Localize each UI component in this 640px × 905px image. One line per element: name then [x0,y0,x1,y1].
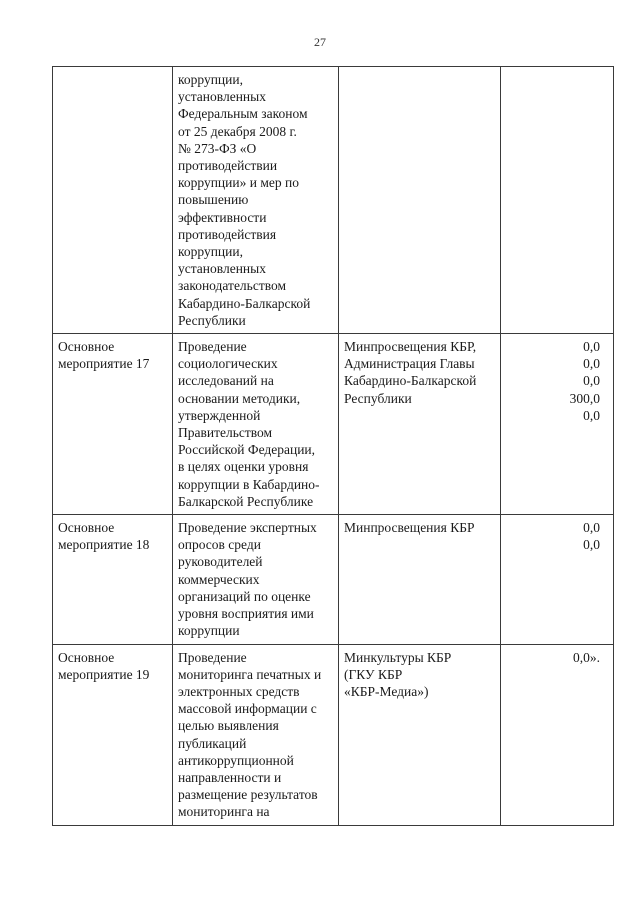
description-line: целью выявления [178,718,279,734]
description-line: Российской Федерации, [178,442,316,458]
amount-value: 300,0 [569,390,600,406]
description-line: установленных [178,89,266,105]
amounts-cell [501,515,614,644]
activity-cell [53,644,173,825]
description-line: направленности и [178,769,282,785]
description-line: в целях оценки уровня [178,459,309,475]
executor-line: Республики [344,390,412,406]
description-cell [173,515,339,644]
executor-line: Администрация Главы [344,356,475,372]
description-line: коммерческих [178,571,260,587]
amounts-cell [501,67,614,334]
amount-value: 0,0 [583,339,600,355]
description-line: № 273-ФЗ «О [178,140,257,156]
description-line: законодательством [178,278,287,294]
description-line: Проведение [178,339,247,355]
description-line: Федеральным законом [178,106,308,122]
description-cell [173,644,339,825]
executor-line: Минкультуры КБР [344,649,452,665]
activity-cell [53,515,173,644]
executor-line: Минпросвещения КБР [344,520,475,536]
activity-cell [53,67,173,334]
page-number: 27 [314,35,326,49]
activity-line: Основное [58,339,115,355]
executor-cell [339,644,501,825]
description-line: исследований на [178,373,274,389]
description-line: коррупции» и мер по [178,175,299,191]
description-line: мониторинга на [178,804,270,820]
executor-line: Минпросвещения КБР, [344,339,477,355]
amount-value: 0,0 [583,356,600,372]
description-line: Проведение [178,649,247,665]
description-cell [173,334,339,515]
description-line: утвержденной [178,407,261,423]
executor-line: (ГКУ КБР [344,666,403,682]
description-line: опросов среди [178,537,261,553]
table-row [53,515,614,644]
description-line: массовой информации с [178,701,317,717]
description-line: Правительством [178,425,273,441]
description-line: организаций по оценке [178,588,311,604]
description-line: от 25 декабря 2008 г. [178,123,297,139]
description-line: Республики [178,312,246,328]
amount-value: 0,0 [583,373,600,389]
table-row [53,644,614,825]
activity-cell [53,334,173,515]
description-line: публикаций [178,735,247,751]
amount-value: 0,0». [573,649,600,665]
table-row [53,334,614,515]
description-line: Проведение экспертных [178,520,317,536]
description-line: противодействия [178,226,277,242]
amounts-cell [501,334,614,515]
description-line: эффективности [178,209,267,225]
description-line: социологических [178,356,278,372]
description-line: коррупции, [178,244,243,260]
executor-cell [339,67,501,334]
description-line: руководителей [178,554,263,570]
table-row [53,67,614,334]
description-line: уровня восприятия ими [178,606,314,622]
description-line: Балкарской Республике [178,493,314,509]
measures-table [52,66,614,826]
activity-line: мероприятие 19 [58,666,150,682]
amount-value: 0,0 [583,520,600,536]
executor-line: «КБР-Медиа») [344,683,429,699]
description-line: противодействии [178,158,278,174]
description-line: установленных [178,261,266,277]
description-line: коррупции, [178,72,243,87]
executor-cell [339,515,501,644]
activity-line: Основное [58,520,115,536]
description-line: коррупции в Кабардино- [178,476,320,492]
description-line: размещение результатов [178,787,318,803]
description-line: повышению [178,192,249,208]
description-line: антикоррупционной [178,752,294,768]
activity-line: мероприятие 17 [58,356,150,372]
amount-value: 0,0 [583,407,600,423]
description-line: мониторинга печатных и [178,666,322,682]
description-line: коррупции [178,623,240,639]
amount-value: 0,0 [583,537,600,553]
description-line: Кабардино-Балкарской [178,295,311,311]
executor-cell [339,334,501,515]
activity-line: мероприятие 18 [58,537,150,553]
amounts-cell [501,644,614,825]
description-cell [173,67,339,334]
description-line: основании методики, [178,390,301,406]
description-line: электронных средств [178,683,300,699]
activity-line: Основное [58,649,115,665]
executor-line: Кабардино-Балкарской [344,373,477,389]
